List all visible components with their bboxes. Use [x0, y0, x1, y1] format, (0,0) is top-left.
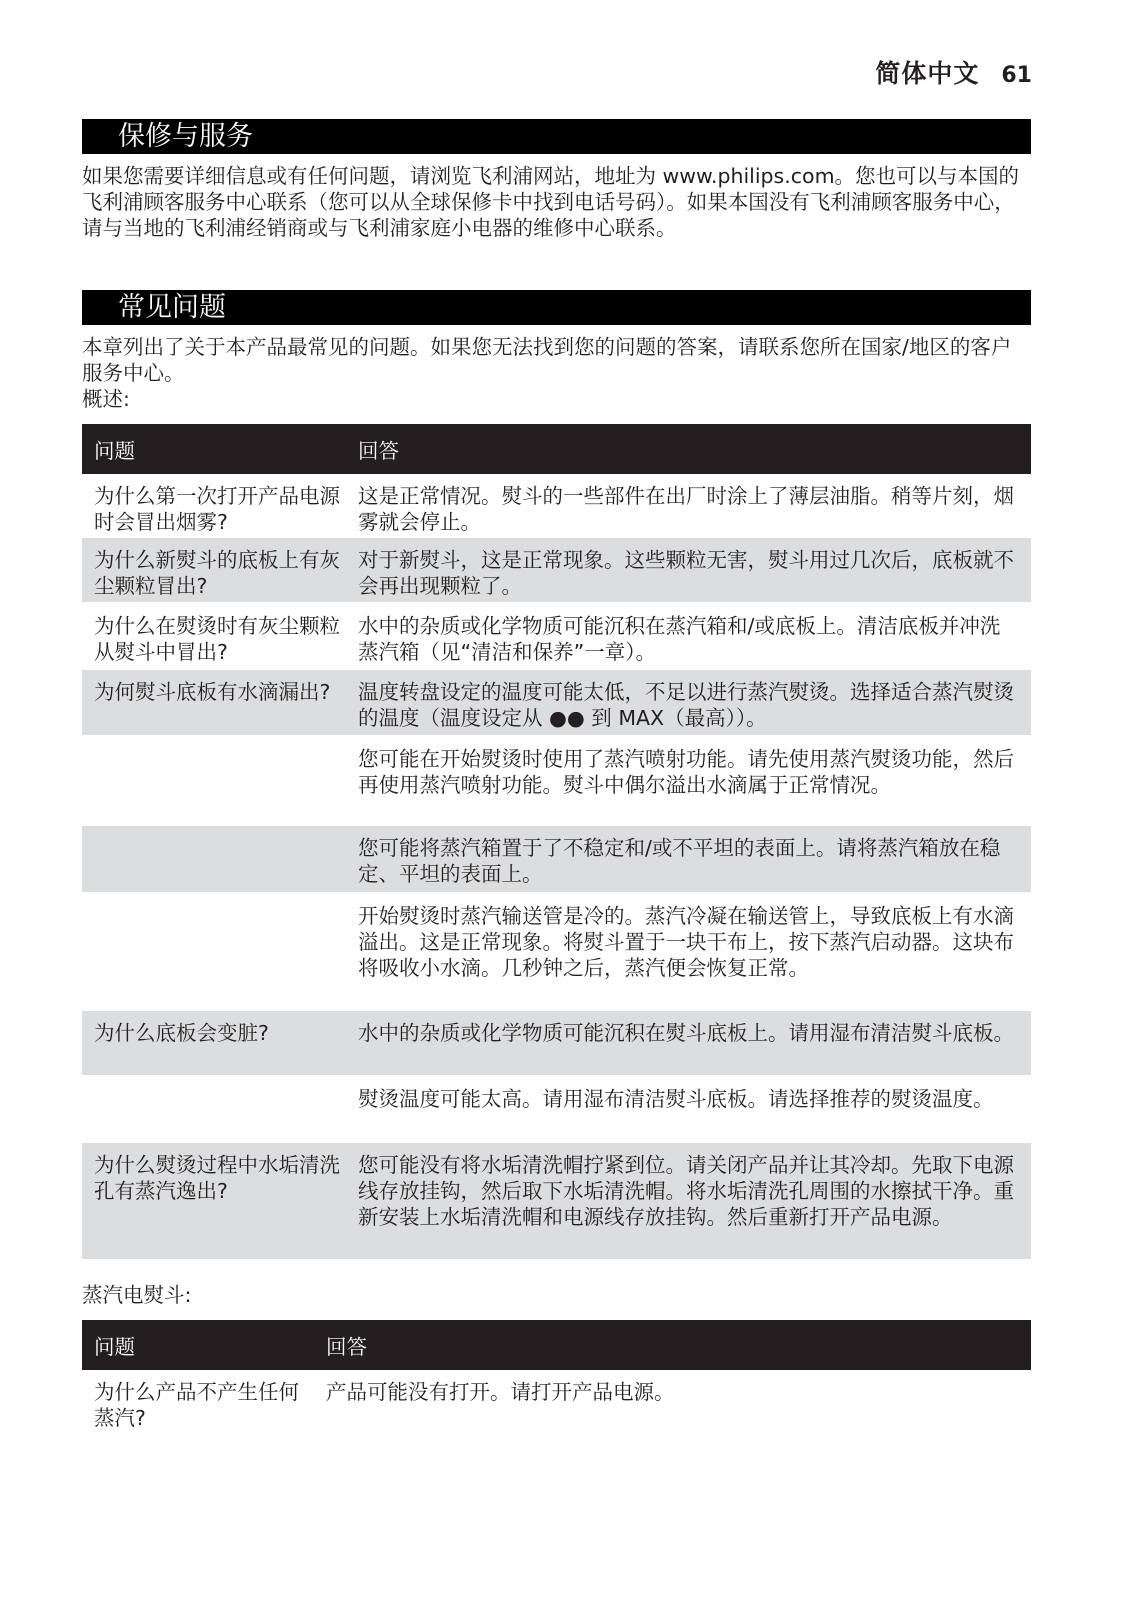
- table-row: [82, 1143, 1031, 1261]
- answer-cell: 您可能没有将水垢清洗帽拧紧到位。请关闭产品并让其冷却。先取下电源线存放挂钩，然后取下水垢清洗帽。将水垢清洗孔周围的水擦拭干净。重新安装上水垢清洗帽和电源线存放挂钩。然后重新打开产品电源。: [358, 1153, 1014, 1229]
- question-cell: [82, 894, 346, 1009]
- answer-cell: 产品可能没有打开。请打开产品电源。: [326, 1380, 675, 1404]
- question-cell: 为什么在熨烫时有灰尘颗粒从熨斗中冒出?: [94, 614, 340, 664]
- overview-label: 概述:: [82, 387, 130, 411]
- table-row: [82, 670, 1031, 737]
- answer-cell: 熨烫温度可能太高。请用湿布清洁熨斗底板。请选择推荐的熨烫温度。: [358, 1087, 994, 1111]
- answer-cell: 您可能在开始熨烫时使用了蒸汽喷射功能。请先使用蒸汽熨烫功能，然后再使用蒸汽喷射功能。熨斗中偶尔溢出水滴属于正常情况。: [358, 747, 1014, 797]
- answer-cell: 水中的杂质或化学物质可能沉积在蒸汽箱和/或底板上。清洁底板并冲洗蒸汽箱（见“清洁和保养”一章）。: [358, 614, 1001, 664]
- table-row: [82, 538, 1031, 604]
- answer-cell: 水中的杂质或化学物质可能沉积在熨斗底板上。请用湿布清洁熨斗底板。: [358, 1021, 1014, 1045]
- faq-heading: 常见问题: [82, 290, 1031, 325]
- answer-cell: 温度转盘设定的温度可能太低，不足以进行蒸汽熨烫。选择适合蒸汽熨烫的温度（温度设定从 ●● 到 MAX（最高））。: [358, 680, 1014, 730]
- question-cell: [82, 826, 346, 892]
- column-header-question: 问题: [94, 1335, 135, 1359]
- question-cell: 为何熨斗底板有水滴漏出?: [94, 680, 331, 704]
- question-cell: 为什么熨烫过程中水垢清洗孔有蒸汽逸出?: [94, 1153, 340, 1203]
- table-row: [82, 1011, 1031, 1077]
- table-header: [82, 1320, 1031, 1370]
- question-cell: 为什么底板会变脏?: [94, 1021, 269, 1045]
- answer-cell: 对于新熨斗，这是正常现象。这些颗粒无害，熨斗用过几次后，底板就不会再出现颗粒了。: [358, 548, 1014, 598]
- faq-table-overview: [82, 424, 1031, 1261]
- page-number: 61: [1001, 63, 1032, 88]
- warranty-heading: 保修与服务: [82, 119, 1031, 154]
- answer-cell: 您可能将蒸汽箱置于了不稳定和/或不平坦的表面上。请将蒸汽箱放在稳定、平坦的表面上。: [358, 836, 1001, 886]
- question-cell: [82, 737, 346, 824]
- column-header-answer: 回答: [358, 439, 399, 463]
- answer-cell: 这是正常情况。熨斗的一些部件在出厂时涂上了薄层油脂。稍等片刻，烟雾就会停止。: [358, 484, 1014, 534]
- question-cell: 为什么新熨斗的底板上有灰尘颗粒冒出?: [94, 548, 340, 598]
- table-row: [82, 604, 1031, 670]
- language-label: 简体中文: [875, 59, 980, 88]
- table-row: [82, 1370, 1031, 1436]
- table-row: [82, 894, 1031, 1011]
- question-cell: 为什么产品不产生任何蒸汽?: [94, 1380, 299, 1430]
- question-cell: 为什么第一次打开产品电源时会冒出烟雾?: [94, 484, 340, 534]
- warranty-text: 如果您需要详细信息或有任何问题，请浏览飞利浦网站，地址为 www.philips.com。您也可以与本国的飞利浦顾客服务中心联系（您可以从全球保修卡中找到电话号码）。如果本国没有飞利浦顾客服务中心，请与当地的飞利浦经销商或与飞利浦家庭小电器的维修中心联系。: [82, 164, 1020, 240]
- table-header: [82, 424, 1031, 474]
- faq-table-steam-iron: [82, 1320, 1031, 1436]
- column-header-question: 问题: [94, 439, 135, 463]
- faq-intro: 本章列出了关于本产品最常见的问题。如果您无法找到您的问题的答案，请联系您所在国家/地区的客户服务中心。: [82, 335, 1012, 385]
- steam-iron-label: 蒸汽电熨斗:: [82, 1283, 192, 1307]
- table-row: [82, 737, 1031, 826]
- answer-cell: 开始熨烫时蒸汽输送管是冷的。蒸汽冷凝在输送管上，导致底板上有水滴溢出。这是正常现象。将熨斗置于一块干布上，按下蒸汽启动器。这块布将吸收小水滴。几秒钟之后，蒸汽便会恢复正常。: [358, 904, 1014, 980]
- page-header: [875, 54, 1032, 90]
- table-row: [82, 826, 1031, 894]
- table-row: [82, 1077, 1031, 1143]
- question-cell: [82, 1077, 346, 1141]
- table-row: [82, 474, 1031, 538]
- column-header-answer: 回答: [326, 1335, 367, 1359]
